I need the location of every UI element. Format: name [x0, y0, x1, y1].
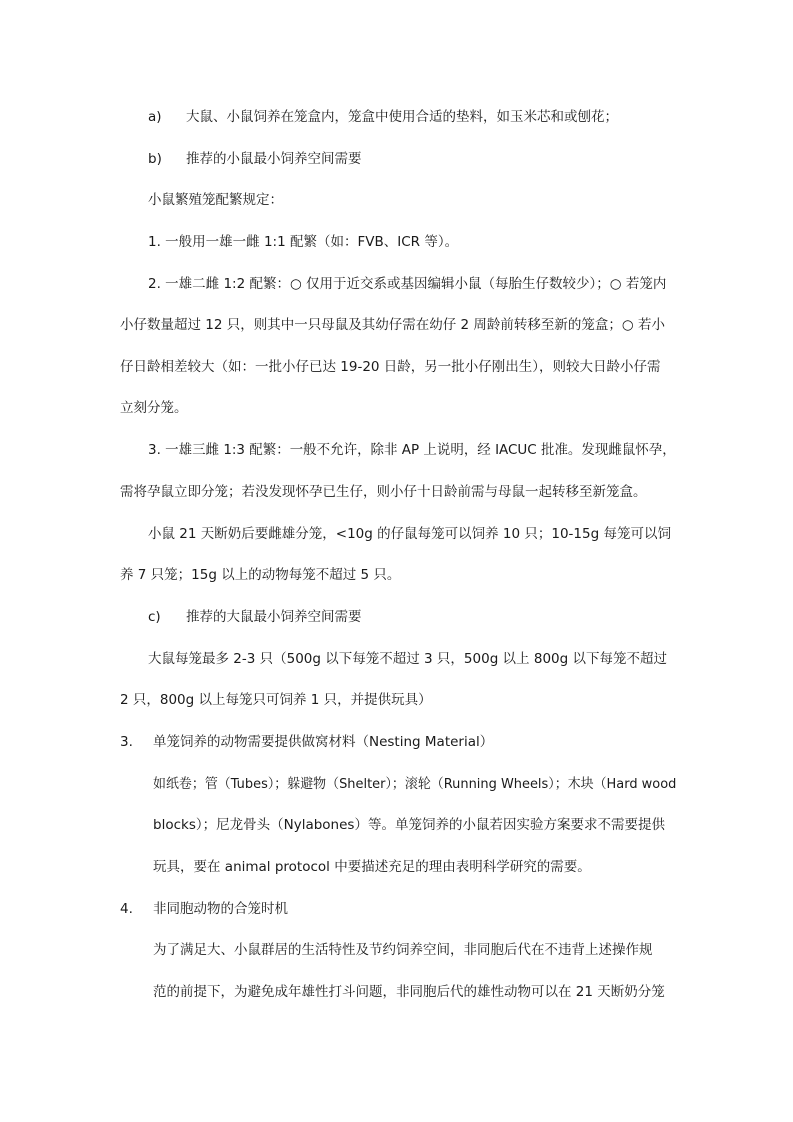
section-heading: 推荐的大鼠最小饲养空间需要	[186, 609, 362, 625]
list-marker-3: 3.	[120, 734, 133, 750]
paragraph-line: 立刻分笼。	[120, 400, 188, 416]
paragraph-line: 小鼠繁殖笼配繁规定：	[148, 192, 283, 208]
paragraph-line: 小鼠 21 天断奶后要雌雄分笼，<10g 的仔鼠每笼可以饲养 10 只；10-15g 每笼可以饲	[148, 526, 671, 542]
section-heading: 非同胞动物的合笼时机	[153, 901, 288, 917]
paragraph-line: 1. 一般用一雄一雌 1:1 配繁（如：FVB、ICR 等）。	[148, 234, 459, 250]
paragraph-line: 为了满足大、小鼠群居的生活特性及节约饲养空间，非同胞后代在不违背上述操作规	[153, 942, 653, 958]
paragraph-line: 2. 一雄二雌 1:2 配繁：○ 仅用于近交系或基因编辑小鼠（每胎生仔数较少）；○ 若笼内	[148, 276, 667, 292]
section-heading: 单笼饲养的动物需要提供做窝材料（Nesting Material）	[153, 734, 494, 750]
paragraph-line: 大鼠、小鼠饲养在笼盒内，笼盒中使用合适的垫料，如玉米芯和或刨花；	[186, 109, 618, 125]
paragraph-line: 如纸卷；管（Tubes）；躲避物（Shelter）；滚轮（Running Wheels）；木块（Hard wood	[153, 776, 677, 792]
section-heading: 推荐的小鼠最小饲养空间需要	[186, 151, 362, 167]
list-marker-b: b)	[148, 151, 162, 167]
paragraph-line: 需将孕鼠立即分笼；若没发现怀孕已生仔，则小仔十日龄前需与母鼠一起转移至新笼盒。	[120, 484, 647, 500]
paragraph-line: 养 7 只笼；15g 以上的动物每笼不超过 5 只。	[120, 567, 401, 583]
paragraph-line: 范的前提下，为避免成年雄性打斗问题，非同胞后代的雄性动物可以在 21 天断奶分笼	[153, 984, 665, 1000]
list-marker-4: 4.	[120, 901, 133, 917]
list-marker-c: c)	[148, 609, 161, 625]
paragraph-line: 小仔数量超过 12 只，则其中一只母鼠及其幼仔需在幼仔 2 周龄前转移至新的笼盒；○ 若小	[120, 317, 666, 333]
paragraph-line: 玩具，要在 animal protocol 中要描述充足的理由表明科学研究的需要。	[153, 859, 591, 875]
paragraph-line: 3. 一雄三雌 1:3 配繁：一般不允许，除非 AP 上说明，经 IACUC 批准。发现雌鼠怀孕，	[148, 442, 676, 458]
paragraph-line: 仔日龄相差较大（如：一批小仔已达 19-20 日龄，另一批小仔刚出生），则较大日龄小仔需	[120, 359, 661, 375]
paragraph-line: 大鼠每笼最多 2-3 只（500g 以下每笼不超过 3 只，500g 以上 800g 以下每笼不超过	[148, 651, 667, 667]
paragraph-line: 2 只，800g 以上每笼只可饲养 1 只，并提供玩具）	[120, 692, 432, 708]
list-marker-a: a)	[148, 109, 162, 125]
paragraph-line: blocks）；尼龙骨头（Nylabones）等。单笼饲养的小鼠若因实验方案要求不需要提供	[153, 817, 665, 833]
